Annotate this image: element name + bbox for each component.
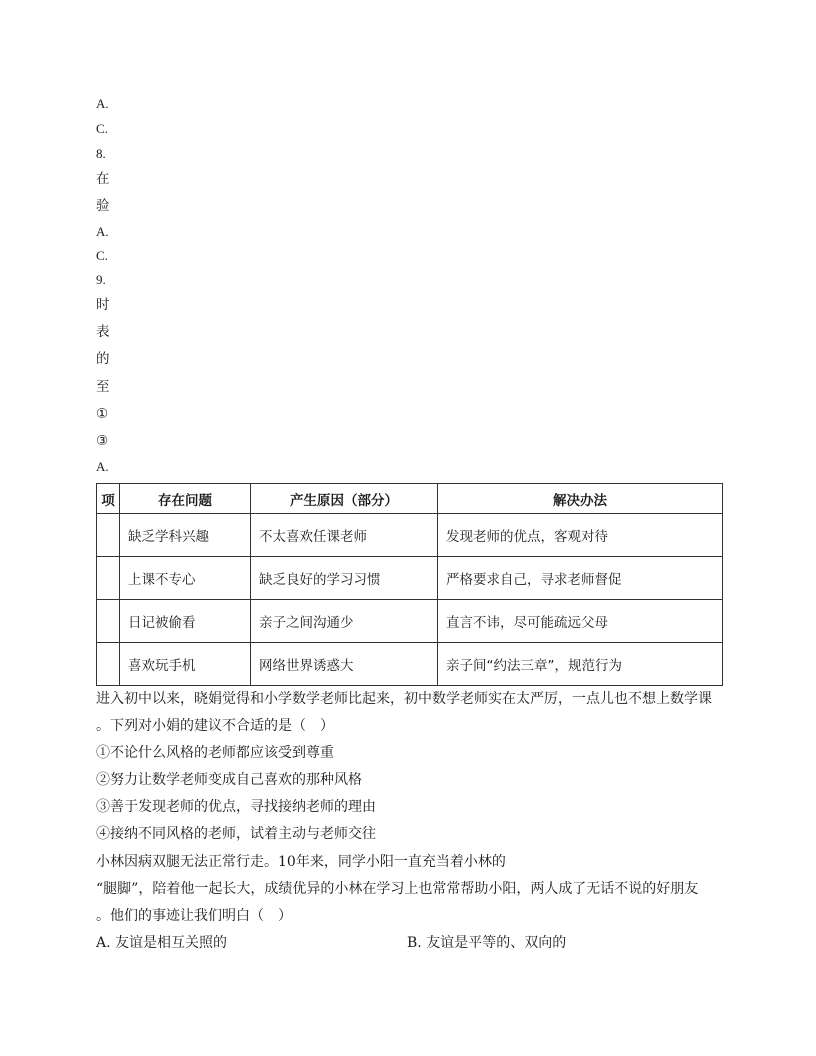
table-cell <box>97 557 120 600</box>
fragment: C. <box>96 121 108 136</box>
question-stem: 小林因病双腿无法正常行走。10年来，同学小阳一直充当着小林的 <box>96 854 506 870</box>
table-cell: 直言不讳，尽可能疏远父母 <box>438 600 723 643</box>
question-stem: 进入初中以来，晓娟觉得和小学数学老师比起来，初中数学老师实在太严厉，一点儿也不想上数学课 <box>96 691 712 707</box>
table-row <box>97 514 723 557</box>
fragment: 时 <box>96 297 110 313</box>
fragment: ③ <box>96 433 109 449</box>
statement-option: ①不论什么风格的老师都应该受到尊重 <box>96 745 334 761</box>
fragment: 至 <box>96 379 110 395</box>
table-row <box>97 600 723 643</box>
table-cell <box>97 514 120 557</box>
table-header-row <box>97 484 723 514</box>
question-stem: 。下列对小娟的建议不合适的是（ ） <box>96 718 334 734</box>
table-row <box>97 557 723 600</box>
fragment: 的 <box>96 351 110 367</box>
table-cell: 不太喜欢任课老师 <box>251 514 438 557</box>
fragment: A. <box>96 459 109 474</box>
table-cell: 严格要求自己，寻求老师督促 <box>438 557 723 600</box>
fragment: 8. <box>96 146 106 161</box>
question-stem: “腿脚”，陪着他一起长大，成绩优异的小林在学习上也常常帮助小阳，两人成了无话不说的好朋友 <box>96 881 699 897</box>
table-cell: 亲子间“约法三章”，规范行为 <box>438 643 723 686</box>
table-header: 产生原因（部分） <box>251 484 438 514</box>
fragment: 9. <box>96 272 106 287</box>
table-header: 解决办法 <box>438 484 723 514</box>
table-cell: 上课不专心 <box>120 557 251 600</box>
fragment: A. <box>96 224 109 239</box>
table-cell: 日记被偷看 <box>120 600 251 643</box>
table-cell: 亲子之间沟通少 <box>251 600 438 643</box>
table-header: 项 <box>97 484 120 514</box>
fragment: 在 <box>96 171 110 187</box>
problem-table <box>96 483 723 686</box>
statement-option: ③善于发现老师的优点，寻找接纳老师的理由 <box>96 799 376 815</box>
question-stem: 。他们的事迹让我们明白（ ） <box>96 908 292 924</box>
statement-option: ④接纳不同风格的老师，试着主动与老师交往 <box>96 826 376 842</box>
table-cell: 网络世界诱惑大 <box>251 643 438 686</box>
table-header: 存在问题 <box>120 484 251 514</box>
table-cell: 缺乏良好的学习习惯 <box>251 557 438 600</box>
answer-choice-b: B. 友谊是平等的、双向的 <box>407 935 567 951</box>
table-row <box>97 643 723 686</box>
answer-choice-a: A. 友谊是相互关照的 <box>96 935 228 951</box>
table-cell <box>97 600 120 643</box>
table-cell: 发现老师的优点，客观对待 <box>438 514 723 557</box>
fragment: ① <box>96 406 109 422</box>
table-cell: 缺乏学科兴趣 <box>120 514 251 557</box>
fragment: C. <box>96 248 108 263</box>
table-cell <box>97 643 120 686</box>
fragment: A. <box>96 96 109 111</box>
fragment: 验 <box>96 198 110 214</box>
statement-option: ②努力让数学老师变成自己喜欢的那种风格 <box>96 772 362 788</box>
table-cell: 喜欢玩手机 <box>120 643 251 686</box>
fragment: 表 <box>96 324 110 340</box>
